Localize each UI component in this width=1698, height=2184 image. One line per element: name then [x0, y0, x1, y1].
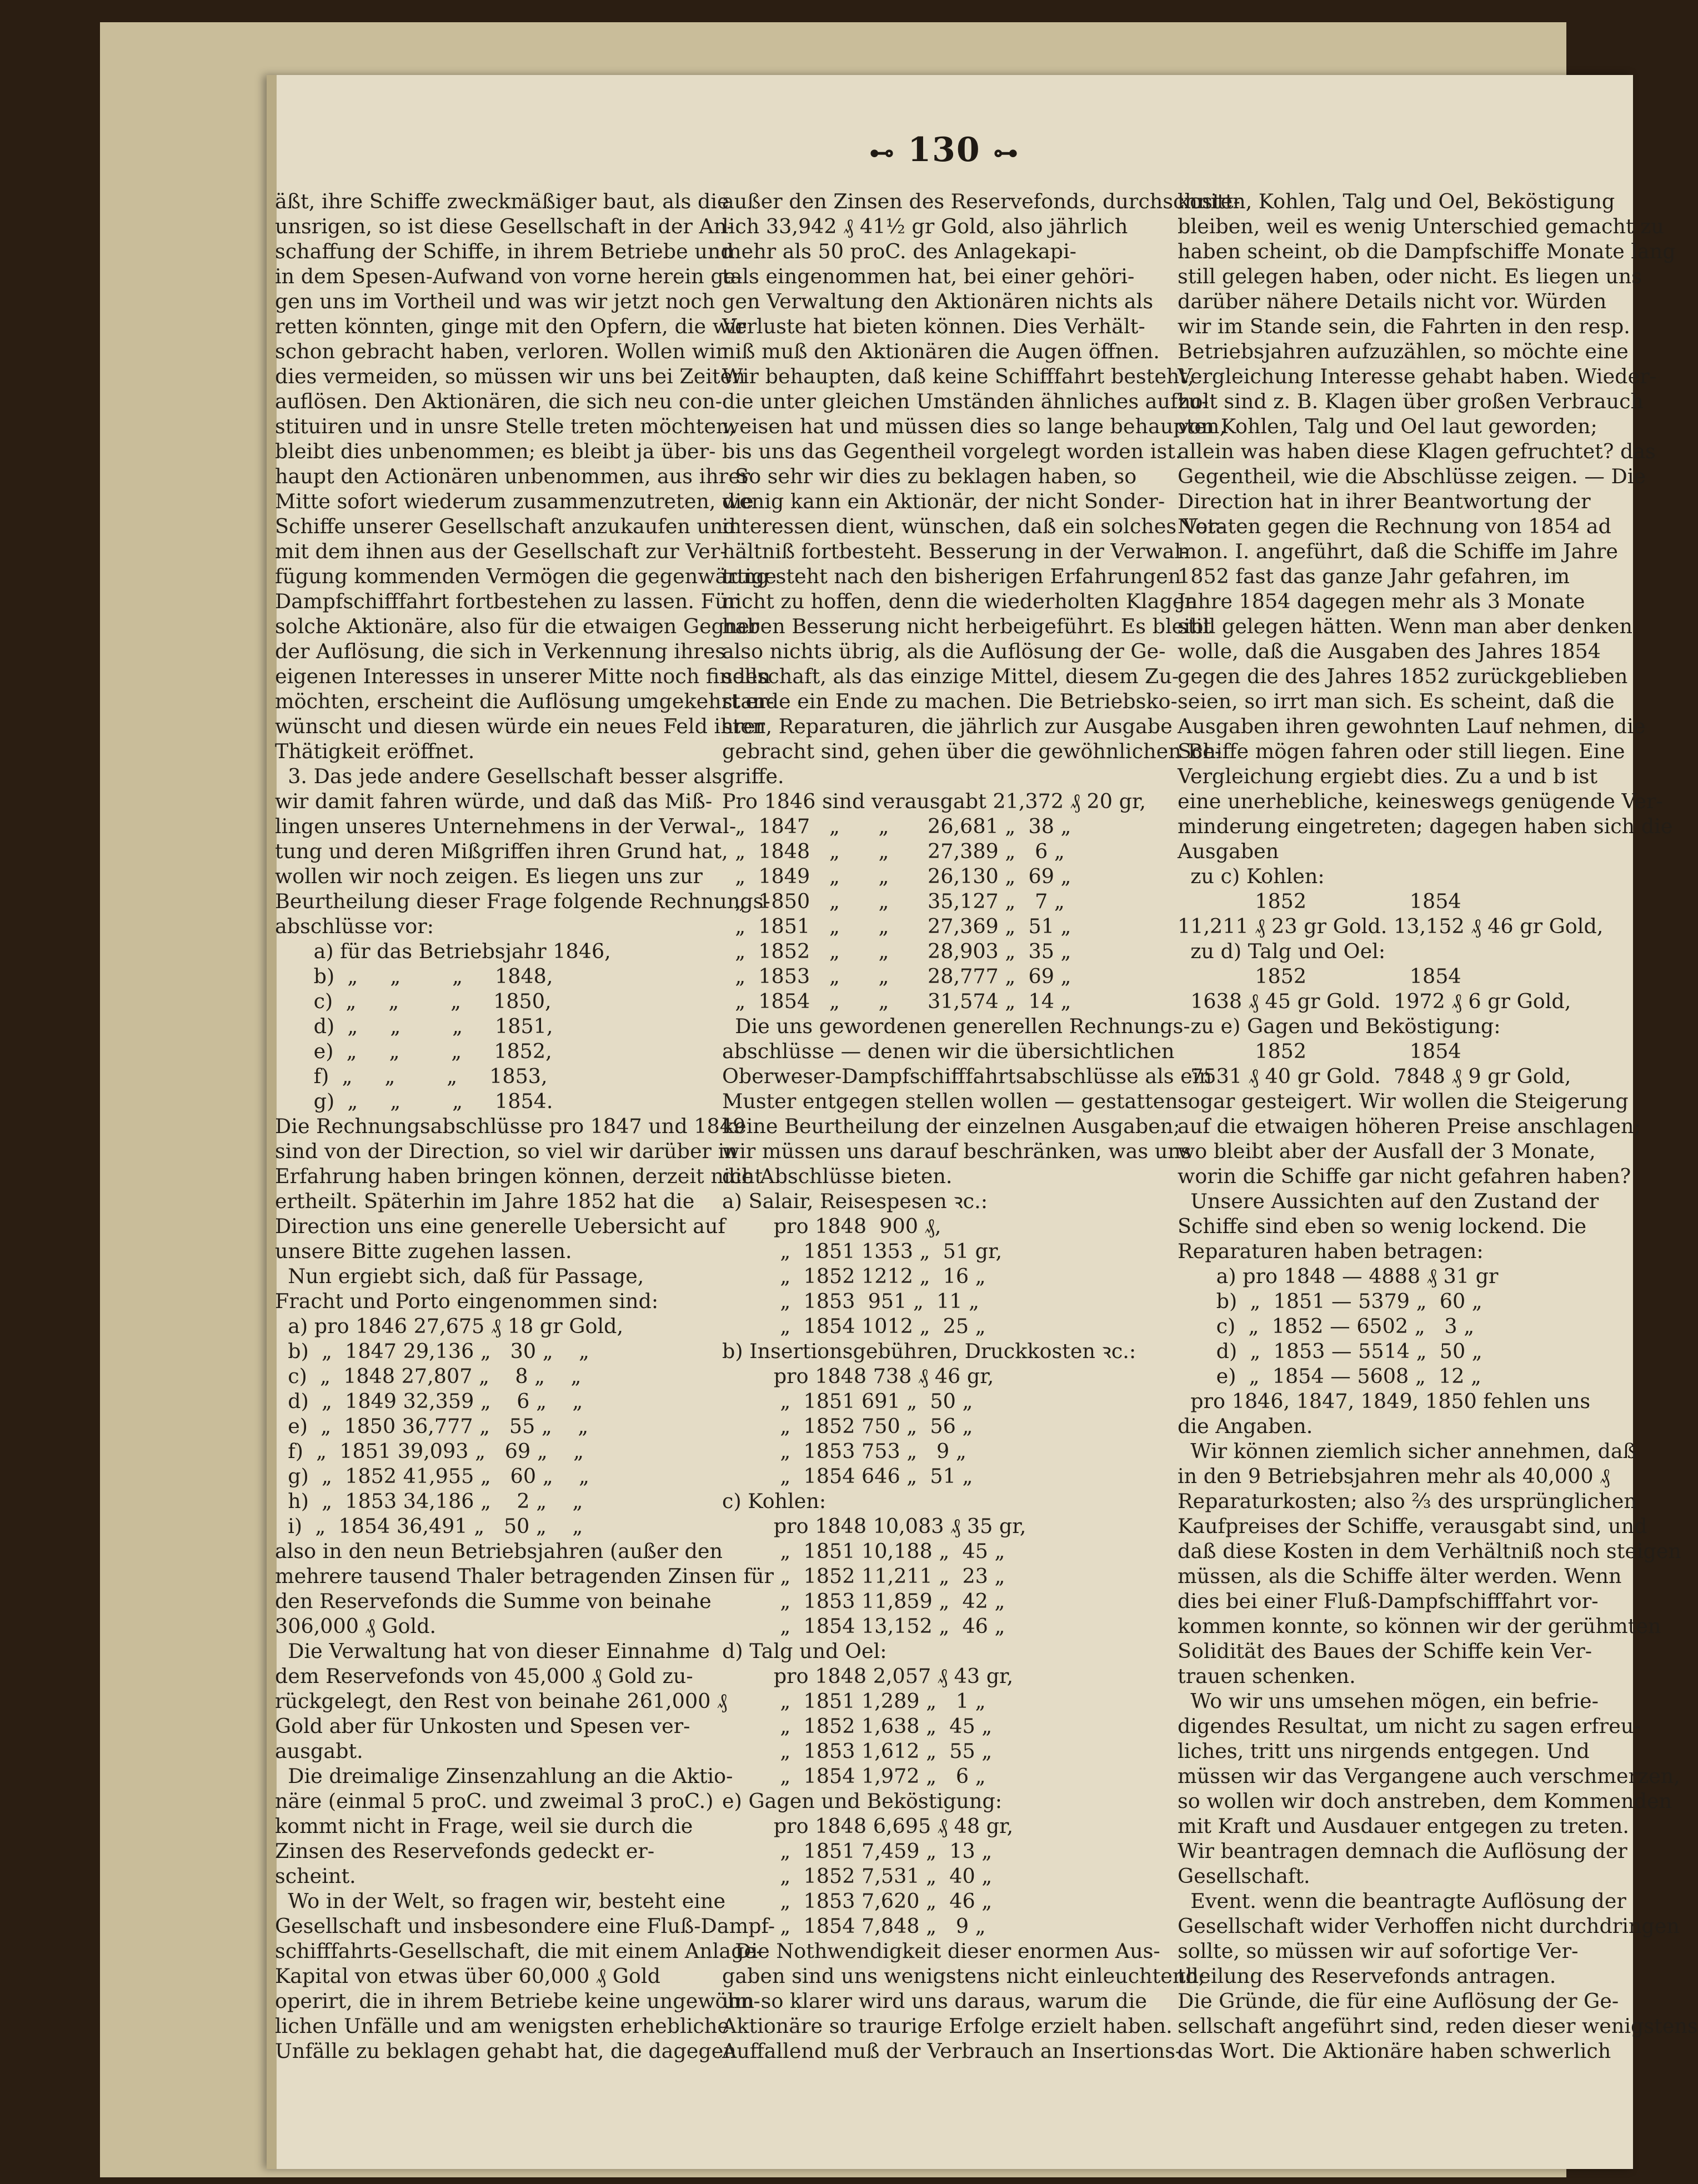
text-line: schifffahrts-Gesellschaft, die mit einem Anlage-: [275, 1939, 763, 1963]
text-line: So sehr wir dies zu beklagen haben, so: [722, 464, 1137, 488]
text-line: b) „ „ „ 1848,: [275, 964, 553, 988]
text-line: Gesellschaft wider Verhoffen nicht durchdringen: [1178, 1914, 1680, 1938]
text-line: „ 1854 „ „ 31,574 „ 14 „: [722, 989, 1071, 1013]
text-line: lingen unseres Unternehmens in der Verwal-: [275, 814, 737, 838]
text-line: auflösen. Den Aktionären, die sich neu con-: [275, 389, 723, 413]
text-line: pro 1846, 1847, 1849, 1850 fehlen uns: [1178, 1389, 1591, 1413]
text-line: bleiben, weil es wenig Unterschied gemacht zu: [1178, 214, 1664, 238]
text-line: griffe.: [722, 764, 784, 788]
text-line: „ 1851 1353 „ 51 gr,: [722, 1239, 1003, 1263]
text-line: „ 1854 1012 „ 25 „: [722, 1314, 986, 1338]
text-line: 1852 1854: [1178, 889, 1461, 913]
text-line: stande ein Ende zu machen. Die Betriebsko-: [722, 689, 1178, 713]
text-line: Mitte sofort wiederum zusammenzutreten, die: [275, 489, 754, 513]
text-line: Nun ergiebt sich, daß für Passage,: [275, 1264, 644, 1288]
text-line: Event. wenn die beantragte Auflösung der: [1178, 1889, 1626, 1913]
text-line: ertheilt. Späterhin im Jahre 1852 hat die: [275, 1189, 695, 1213]
text-line: Kapital von etwas über 60,000 ₰ Gold: [275, 1964, 660, 1988]
text-line: Erfahrung haben bringen können, derzeit nicht: [275, 1164, 763, 1188]
text-line: hältniß fortbesteht. Besserung in der Verwal-: [722, 539, 1188, 563]
text-line: gaben sind uns wenigstens nicht einleuchtend;: [722, 1964, 1206, 1988]
text-line: „ 1851 691 „ 50 „: [722, 1389, 973, 1413]
text-line: mehr als 50 proC. des Anlagekapi-: [722, 239, 1077, 263]
page-header: [844, 131, 1044, 169]
text-line: „ 1848 „ „ 27,389 „ 6 „: [722, 839, 1065, 863]
text-line: wollen wir noch zeigen. Es liegen uns zur: [275, 864, 703, 888]
text-line: „ 1851 „ „ 27,369 „ 51 „: [722, 914, 1071, 938]
page-number: 130: [908, 131, 981, 169]
text-line: 1852 1854: [1178, 1039, 1461, 1063]
text-line: c) „ 1852 — 6502 „ 3 „: [1178, 1314, 1475, 1338]
text-line: Verluste hat bieten können. Dies Verhält-: [722, 314, 1145, 338]
text-line: gen uns im Vortheil und was wir jetzt noch: [275, 289, 715, 313]
text-line: „ 1851 10,188 „ 45 „: [722, 1539, 1005, 1563]
text-line: so wollen wir doch anstreben, dem Kommenden: [1178, 1789, 1672, 1813]
text-line: scheint.: [275, 1864, 356, 1888]
text-line: 7531 ₰ 40 gr Gold. 7848 ₰ 9 gr Gold,: [1178, 1064, 1571, 1088]
text-line: tung und deren Mißgriffen ihren Grund hat,: [275, 839, 728, 863]
text-line: c) „ 1848 27,807 „ 8 „ „: [275, 1364, 582, 1388]
text-line: Direction hat in ihrer Beantwortung der: [1178, 489, 1591, 513]
text-line: a) Salair, Reisespesen ꝛc.:: [722, 1189, 988, 1213]
text-line: fügung kommenden Vermögen die gegenwärtige: [275, 564, 777, 588]
text-line: zu e) Gagen und Beköstigung:: [1178, 1014, 1501, 1038]
page-stack: [100, 22, 1698, 2177]
text-line: abschlüsse — denen wir die übersichtlichen: [722, 1039, 1175, 1063]
text-line: sellschaft, als das einzige Mittel, diesem Zu-: [722, 664, 1179, 688]
text-line: näre (einmal 5 proC. und zweimal 3 proC.): [275, 1789, 714, 1813]
text-line: still gelegen haben, oder nicht. Es liegen uns: [1178, 264, 1642, 288]
text-line: eigenen Interesses in unserer Mitte noch finden: [275, 664, 771, 688]
text-line: a) pro 1846 27,675 ₰ 18 gr Gold,: [275, 1314, 624, 1338]
text-line: möchten, erscheint die Auflösung umgekehrt er-: [275, 689, 774, 713]
text-line: darüber nähere Details nicht vor. Würden: [1178, 289, 1607, 313]
text-line: „ 1853 „ „ 28,777 „ 69 „: [722, 964, 1071, 988]
text-line: unsrigen, so ist diese Gesellschaft in der An-: [275, 214, 734, 238]
text-line: haben Besserung nicht herbeigeführt. Es bleibt: [722, 614, 1211, 638]
text-line: sogar gesteigert. Wir wollen die Steigerung: [1178, 1089, 1629, 1113]
text-line: mon. I. angeführt, daß die Schiffe im Jahre: [1178, 539, 1618, 563]
text-line: „ 1854 1,972 „ 6 „: [722, 1764, 986, 1788]
text-line: müssen wir das Vergangene auch verschmerzen,: [1178, 1764, 1680, 1788]
text-line: keine Beurtheilung der einzelnen Ausgaben;: [722, 1114, 1180, 1138]
text-line: bis uns das Gegentheil vorgelegt worden ist.: [722, 439, 1182, 463]
text-line: digendes Resultat, um nicht zu sagen erfreu-: [1178, 1714, 1641, 1738]
text-line: haupt den Actionären unbenommen, aus ihrer: [275, 464, 750, 488]
text-line: Muster entgegen stellen wollen — gestatten: [722, 1089, 1178, 1113]
text-line: minderung eingetreten; dagegen haben sich die: [1178, 814, 1673, 838]
text-line: Die Rechnungsabschlüsse pro 1847 und 1849: [275, 1114, 746, 1138]
text-line: g) „ 1852 41,955 „ 60 „ „: [275, 1464, 589, 1488]
text-line: den Reservefonds die Summe von beinahe: [275, 1589, 712, 1613]
text-line: interessen dient, wünschen, daß ein solches Ver-: [722, 514, 1225, 538]
text-line: Gold aber für Unkosten und Spesen ver-: [275, 1714, 690, 1738]
text-line: müssen, als die Schiffe älter werden. Wenn: [1178, 1564, 1622, 1588]
text-line: worin die Schiffe gar nicht gefahren haben?: [1178, 1164, 1631, 1188]
text-line: „ 1852 1,638 „ 45 „: [722, 1714, 993, 1738]
text-line: wolle, daß die Ausgaben des Jahres 1854: [1178, 639, 1601, 663]
text-line: „ 1853 951 „ 11 „: [722, 1289, 979, 1313]
text-line: Die Nothwendigkeit dieser enormen Aus-: [722, 1939, 1160, 1963]
text-line: Fracht und Porto eingenommen sind:: [275, 1289, 659, 1313]
text-line: kommen konnte, so können wir der gerühmten: [1178, 1614, 1661, 1638]
text-line: die unter gleichen Umständen ähnliches aufzu-: [722, 389, 1209, 413]
text-line: e) Gagen und Beköstigung:: [722, 1789, 1003, 1813]
text-line: seien, so irrt man sich. Es scheint, daß die: [1178, 689, 1615, 713]
text-line: stituiren und in unsre Stelle treten möchten,: [275, 414, 736, 438]
text-line: Die uns gewordenen generellen Rechnungs-: [722, 1014, 1190, 1038]
text-line: Schiffe unserer Gesellschaft anzukaufen und: [275, 514, 736, 538]
text-line: dies vermeiden, so müssen wir uns bei Zeiten: [275, 364, 745, 388]
text-line: „ 1852 7,531 „ 40 „: [722, 1864, 993, 1888]
text-line: theilung des Reservefonds antragen.: [1178, 1964, 1556, 1988]
text-line: auf die etwaigen höheren Preise anschlagen;: [1178, 1114, 1641, 1138]
text-line: Wo wir uns umsehen mögen, ein befrie-: [1178, 1689, 1599, 1713]
text-line: „ 1852 „ „ 28,903 „ 35 „: [722, 939, 1071, 963]
text-line: 1852 fast das ganze Jahr gefahren, im: [1178, 564, 1570, 588]
text-line: pro 1848 10,083 ₰ 35 gr,: [722, 1514, 1026, 1538]
text-line: wünscht und diesen würde ein neues Feld ihrer: [275, 714, 765, 738]
text-line: wo bleibt aber der Ausfall der 3 Monate,: [1178, 1139, 1596, 1163]
text-line: Die dreimalige Zinsenzahlung an die Aktio-: [275, 1764, 733, 1788]
text-line: Jahre 1854 dagegen mehr als 3 Monate: [1178, 589, 1585, 613]
text-line: rückgelegt, den Rest von beinahe 261,000 ₰: [275, 1689, 728, 1713]
text-line: d) „ „ „ 1851,: [275, 1014, 553, 1038]
text-line: unsere Bitte zugehen lassen.: [275, 1239, 572, 1263]
text-line: „ 1847 „ „ 26,681 „ 38 „: [722, 814, 1071, 838]
text-line: Zinsen des Reservefonds gedeckt er-: [275, 1839, 655, 1863]
text-line: lichen Unfälle und am wenigsten erhebliche: [275, 2014, 729, 2038]
text-column-2: [722, 189, 1240, 2063]
text-line: haben scheint, ob die Dampfschiffe Monate lang: [1178, 239, 1676, 263]
text-line: Wo in der Welt, so fragen wir, besteht eine: [275, 1889, 726, 1913]
text-line: g) „ „ „ 1854.: [275, 1089, 553, 1113]
text-line: eine unerhebliche, keineswegs genügende Ver-: [1178, 789, 1663, 813]
text-line: Pro 1846 sind verausgabt 21,372 ₰ 20 gr,: [722, 789, 1146, 813]
text-line: „ 1851 1,289 „ 1 „: [722, 1689, 986, 1713]
text-line: „ 1849 „ „ 26,130 „ 69 „: [722, 864, 1071, 888]
text-line: trauen schenken.: [1178, 1664, 1356, 1688]
text-line: weisen hat und müssen dies so lange behaupten,: [722, 414, 1226, 438]
text-line: Ausgaben: [1178, 839, 1279, 863]
text-line: Reparaturen haben betragen:: [1178, 1239, 1484, 1263]
text-line: Gegentheil, wie die Abschlüsse zeigen. — Die: [1178, 464, 1646, 488]
text-line: lich 33,942 ₰ 41½ gr Gold, also jährlich: [722, 214, 1128, 238]
text-line: allein was haben diese Klagen gefruchtet? das: [1178, 439, 1656, 463]
text-line: Vergleichung ergiebt dies. Zu a und b ist: [1178, 764, 1598, 788]
text-line: Betriebsjahren aufzuzählen, so möchte eine: [1178, 339, 1629, 363]
text-line: sollte, so müssen wir auf sofortige Ver-: [1178, 1939, 1579, 1963]
text-line: ausgabt.: [275, 1739, 363, 1763]
text-line: Dampfschifffahrt fortbestehen zu lassen. Für: [275, 589, 738, 613]
text-line: c) Kohlen:: [722, 1489, 827, 1513]
text-line: 11,211 ₰ 23 gr Gold. 13,152 ₰ 46 gr Gold,: [1178, 914, 1604, 938]
text-line: daß diese Kosten in dem Verhältniß noch steigen: [1178, 1539, 1682, 1563]
text-line: Reparaturkosten; also ⅔ des ursprünglichen: [1178, 1489, 1637, 1513]
text-line: Die Verwaltung hat von dieser Einnahme: [275, 1639, 710, 1663]
text-line: wir damit fahren würde, und daß das Miß-: [275, 789, 713, 813]
text-line: Beurtheilung dieser Frage folgende Rechnungs-: [275, 889, 770, 913]
text-line: b) „ 1851 — 5379 „ 60 „: [1178, 1289, 1482, 1313]
text-line: dem Reservefonds von 45,000 ₰ Gold zu-: [275, 1664, 693, 1688]
text-line: also nichts übrig, als die Auflösung der Ge-: [722, 639, 1166, 663]
text-line: wir müssen uns darauf beschränken, was uns: [722, 1139, 1191, 1163]
text-line: b) „ 1847 29,136 „ 30 „ „: [275, 1339, 589, 1363]
text-line: wenig kann ein Aktionär, der nicht Sonder-: [722, 489, 1165, 513]
text-line: operirt, die in ihrem Betriebe keine ungewöhn-: [275, 1989, 760, 2013]
text-line: um so klarer wird uns daraus, warum die: [722, 1989, 1147, 2013]
text-line: Wir beantragen demnach die Auflösung der: [1178, 1839, 1627, 1863]
text-line: bleibt dies unbenommen; es bleibt ja über-: [275, 439, 716, 463]
text-line: sellschaft angeführt sind, reden dieser wenigstens: [1178, 2014, 1698, 2038]
text-line: Aktionäre so traurige Erfolge erzielt haben.: [722, 2014, 1173, 2038]
text-line: e) „ „ „ 1852,: [275, 1039, 552, 1063]
text-line: Kaufpreises der Schiffe, verausgabt sind, und: [1178, 1514, 1647, 1538]
text-line: „ 1853 1,612 „ 55 „: [722, 1739, 993, 1763]
text-line: pro 1848 2,057 ₰ 43 gr,: [722, 1664, 1014, 1688]
text-line: Unsere Aussichten auf den Zustand der: [1178, 1189, 1599, 1213]
text-line: zu d) Talg und Oel:: [1178, 939, 1386, 963]
text-line: „ 1852 750 „ 56 „: [722, 1414, 973, 1438]
text-line: tals eingenommen hat, bei einer gehöri-: [722, 264, 1135, 288]
text-line: „ 1851 7,459 „ 13 „: [722, 1839, 993, 1863]
text-line: Auffallend muß der Verbrauch an Insertions-: [722, 2039, 1183, 2063]
text-line: zu c) Kohlen:: [1178, 864, 1325, 888]
text-line: pro 1848 738 ₰ 46 gr,: [722, 1364, 994, 1388]
text-line: mit dem ihnen aus der Gesellschaft zur Ver-: [275, 539, 727, 563]
text-line: c) „ „ „ 1850,: [275, 989, 552, 1013]
text-line: mehrere tausend Thaler betragenden Zinsen für: [275, 1564, 774, 1588]
right-ornament-icon: ⊶: [993, 139, 1019, 167]
text-line: a) für das Betriebsjahr 1846,: [275, 939, 611, 963]
text-line: die Angaben.: [1178, 1414, 1313, 1438]
text-line: „ 1854 13,152 „ 46 „: [722, 1614, 1005, 1638]
text-line: schon gebracht haben, verloren. Wollen wir: [275, 339, 725, 363]
text-line: Gesellschaft und insbesondere eine Fluß-Dampf-: [275, 1914, 775, 1938]
text-line: „ 1850 „ „ 35,127 „ 7 „: [722, 889, 1065, 913]
text-line: Vergleichung Interesse gehabt haben. Wieder-: [1178, 364, 1656, 388]
text-line: „ 1854 7,848 „ 9 „: [722, 1914, 986, 1938]
text-line: holt sind z. B. Klagen über großen Verbrauch: [1178, 389, 1644, 413]
text-line: retten könnten, ginge mit den Opfern, die wir: [275, 314, 747, 338]
text-line: i) „ 1854 36,491 „ 50 „ „: [275, 1514, 583, 1538]
document-page: [267, 75, 1698, 2169]
text-line: sten, Reparaturen, die jährlich zur Ausgabe: [722, 714, 1173, 738]
text-line: f) „ 1851 39,093 „ 69 „ „: [275, 1439, 584, 1463]
text-line: Notaten gegen die Rechnung von 1854 ad: [1178, 514, 1611, 538]
text-line: pro 1848 6,695 ₰ 48 gr,: [722, 1814, 1014, 1838]
text-line: außer den Zinsen des Reservefonds, durchschnitt-: [722, 189, 1240, 213]
text-line: 3. Das jede andere Gesellschaft besser als: [275, 764, 723, 788]
text-line: Oberweser-Dampfschifffahrtsabschlüsse als ein: [722, 1064, 1212, 1088]
text-line: abschlüsse vor:: [275, 914, 434, 938]
text-line: 306,000 ₰ Gold.: [275, 1614, 437, 1638]
text-line: also in den neun Betriebsjahren (außer den: [275, 1539, 723, 1563]
text-line: „ 1853 7,620 „ 46 „: [722, 1889, 993, 1913]
text-line: kommt nicht in Frage, weil sie durch die: [275, 1814, 693, 1838]
text-line: h) „ 1853 34,186 „ 2 „ „: [275, 1489, 583, 1513]
text-line: Solidität des Baues der Schiffe kein Ver-: [1178, 1639, 1592, 1663]
text-line: e) „ 1850 36,777 „ 55 „ „: [275, 1414, 589, 1438]
text-line: Wir können ziemlich sicher annehmen, daß: [1178, 1439, 1636, 1463]
text-line: Thätigkeit eröffnet.: [275, 739, 475, 763]
text-line: „ 1852 1212 „ 16 „: [722, 1264, 986, 1288]
text-line: 1638 ₰ 45 gr Gold. 1972 ₰ 6 gr Gold,: [1178, 989, 1571, 1013]
text-line: pro 1848 900 ₰,: [722, 1214, 941, 1238]
text-line: Unfälle zu beklagen gehabt hat, die dagegen: [275, 2039, 737, 2063]
text-line: die Abschlüsse bieten.: [722, 1164, 953, 1188]
text-line: in dem Spesen-Aufwand von vorne herein ge-: [275, 264, 743, 288]
text-line: Ausgaben ihren gewohnten Lauf nehmen, die: [1178, 714, 1646, 738]
text-line: d) „ 1849 32,359 „ 6 „ „: [275, 1389, 583, 1413]
text-line: „ 1853 11,859 „ 42 „: [722, 1589, 1005, 1613]
text-line: Direction uns eine generelle Uebersicht auf: [275, 1214, 726, 1238]
text-line: der Auflösung, die sich in Verkennung ihres: [275, 639, 726, 663]
text-line: wir im Stande sein, die Fahrten in den resp.: [1178, 314, 1630, 338]
text-line: Wir behaupten, daß keine Schifffahrt besteht,: [722, 364, 1194, 388]
text-line: gegen die des Jahres 1852 zurückgeblieben: [1178, 664, 1628, 688]
text-line: mit Kraft und Ausdauer entgegen zu treten.: [1178, 1814, 1629, 1838]
left-ornament-icon: ⊷: [869, 139, 895, 167]
text-line: Schiffe mögen fahren oder still liegen. Eine: [1178, 739, 1625, 763]
text-line: d) „ 1853 — 5514 „ 50 „: [1178, 1339, 1482, 1363]
text-line: dies bei einer Fluß-Dampfschifffahrt vor-: [1178, 1589, 1599, 1613]
text-line: nicht zu hoffen, denn die wiederholten Klagen: [722, 589, 1198, 613]
text-line: Gesellschaft.: [1178, 1864, 1310, 1888]
text-line: gebracht sind, gehen über die gewöhnlichen Be-: [722, 739, 1222, 763]
text-line: „ 1852 11,211 „ 23 „: [722, 1564, 1005, 1588]
text-line: äßt, ihre Schiffe zweckmäßiger baut, als die: [275, 189, 729, 213]
text-line: von Kohlen, Talg und Oel laut geworden;: [1178, 414, 1597, 438]
text-line: tung steht nach den bisherigen Erfahrungen: [722, 564, 1181, 588]
text-line: solche Aktionäre, also für die etwaigen Gegner: [275, 614, 759, 638]
text-line: „ 1854 646 „ 51 „: [722, 1464, 973, 1488]
text-line: b) Insertionsgebühren, Druckkosten ꝛc.:: [722, 1339, 1136, 1363]
text-line: Schiffe sind eben so wenig lockend. Die: [1178, 1214, 1587, 1238]
text-line: gen Verwaltung den Aktionären nichts als: [722, 289, 1154, 313]
text-line: a) pro 1848 — 4888 ₰ 31 gr: [1178, 1264, 1499, 1288]
text-line: f) „ „ „ 1853,: [275, 1064, 548, 1088]
text-column-3: [1178, 189, 1698, 2063]
text-line: „ 1853 753 „ 9 „: [722, 1439, 966, 1463]
text-line: still gelegen hätten. Wenn man aber denken: [1178, 614, 1632, 638]
text-line: das Wort. Die Aktionäre haben schwerlich: [1178, 2039, 1611, 2063]
text-line: Die Gründe, die für eine Auflösung der Ge-: [1178, 1989, 1619, 2013]
text-line: in den 9 Betriebsjahren mehr als 40,000 ₰: [1178, 1464, 1610, 1488]
text-line: kosten, Kohlen, Talg und Oel, Beköstigung: [1178, 189, 1615, 213]
text-line: d) Talg und Oel:: [722, 1639, 887, 1663]
text-line: sind von der Direction, so viel wir darüber in: [275, 1139, 738, 1163]
text-line: e) „ 1854 — 5608 „ 12 „: [1178, 1364, 1481, 1388]
text-line: niß muß den Aktionären die Augen öffnen.: [722, 339, 1160, 363]
text-line: liches, tritt uns nirgends entgegen. Und: [1178, 1739, 1590, 1763]
text-line: schaffung der Schiffe, in ihrem Betriebe und: [275, 239, 734, 263]
text-line: 1852 1854: [1178, 964, 1461, 988]
